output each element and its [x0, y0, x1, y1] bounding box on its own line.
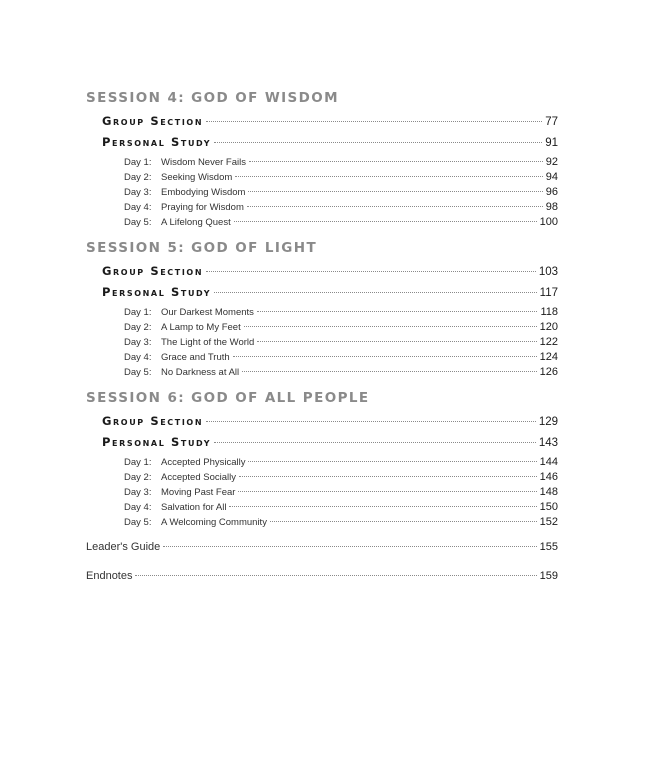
- dot-leader: [206, 121, 542, 122]
- day-number: Day 3:: [124, 487, 152, 498]
- session-6: [86, 388, 558, 530]
- day-title: A Lamp to My Feet: [161, 322, 241, 333]
- day-number: Day 1:: [124, 157, 152, 168]
- dot-leader: [239, 476, 537, 477]
- toc-entry-day[interactable]: [86, 335, 558, 350]
- page-number: 150: [539, 501, 558, 513]
- page-number: 124: [539, 351, 558, 363]
- page-number: 120: [539, 321, 558, 333]
- day-title: Embodying Wisdom: [161, 187, 246, 198]
- toc-entry-day[interactable]: [86, 455, 558, 470]
- day-title: Moving Past Fear: [161, 487, 236, 498]
- day-number: Day 5:: [124, 217, 152, 228]
- dot-leader: [249, 161, 543, 162]
- dot-leader: [257, 311, 538, 312]
- toc-entry-day[interactable]: [86, 185, 558, 200]
- toc-entry-day[interactable]: [86, 365, 558, 380]
- page-number: 117: [539, 287, 558, 299]
- dot-leader: [229, 506, 536, 507]
- day-title: A Lifelong Quest: [161, 217, 231, 228]
- page-number: 96: [545, 186, 558, 198]
- day-title: Wisdom Never Fails: [161, 157, 246, 168]
- day-title: Grace and Truth: [161, 352, 230, 363]
- session-title: SESSION 6: GOD OF ALL PEOPLE: [86, 390, 370, 406]
- day-title: A Welcoming Community: [161, 517, 267, 528]
- page-number: 92: [545, 156, 558, 168]
- toc-entry-personal-study[interactable]: [86, 432, 558, 453]
- day-number: Day 2:: [124, 322, 152, 333]
- toc-entry-group-section[interactable]: [86, 411, 558, 432]
- entry-label: Personal Study: [102, 435, 212, 449]
- table-of-contents: [86, 88, 558, 585]
- dot-leader: [247, 206, 543, 207]
- day-number: Day 2:: [124, 472, 152, 483]
- day-number: Day 2:: [124, 172, 152, 183]
- page-number: 148: [539, 486, 558, 498]
- dot-leader: [214, 442, 536, 443]
- dot-leader: [214, 292, 537, 293]
- day-list: [86, 155, 558, 230]
- day-number: Day 1:: [124, 307, 152, 318]
- day-title: Accepted Physically: [161, 457, 246, 468]
- day-list: [86, 305, 558, 380]
- dot-leader: [244, 326, 537, 327]
- page-number: 77: [545, 116, 558, 128]
- page-number: 94: [545, 171, 558, 183]
- day-title: The Light of the World: [161, 337, 255, 348]
- session-title: SESSION 5: GOD OF LIGHT: [86, 240, 318, 256]
- dot-leader: [242, 371, 536, 372]
- day-title: Seeking Wisdom: [161, 172, 233, 183]
- dot-leader: [235, 176, 542, 177]
- dot-leader: [257, 341, 536, 342]
- dot-leader: [238, 491, 536, 492]
- page-number: 129: [538, 416, 558, 428]
- toc-entry-personal-study[interactable]: [86, 132, 558, 153]
- toc-entry-day[interactable]: [86, 500, 558, 515]
- page-number: 159: [539, 570, 558, 582]
- dot-leader: [234, 221, 537, 222]
- page-number: 144: [539, 456, 558, 468]
- page-number: 91: [545, 137, 558, 149]
- dot-leader: [214, 142, 542, 143]
- dot-leader: [206, 421, 536, 422]
- page-number: 122: [539, 336, 558, 348]
- day-number: Day 3:: [124, 187, 152, 198]
- entry-label: Leader's Guide: [86, 541, 161, 553]
- entry-label: Group Section: [102, 264, 204, 278]
- day-title: Salvation for All: [161, 502, 227, 513]
- entry-label: Group Section: [102, 114, 204, 128]
- toc-entry-day[interactable]: [86, 155, 558, 170]
- page-number: 126: [539, 366, 558, 378]
- toc-entry-leaders-guide[interactable]: [86, 538, 558, 556]
- toc-entry-day[interactable]: [86, 170, 558, 185]
- entry-label: Personal Study: [102, 285, 212, 299]
- dot-leader: [163, 546, 536, 547]
- session-title: SESSION 4: GOD OF WISDOM: [86, 90, 339, 106]
- day-title: Accepted Socially: [161, 472, 236, 483]
- session-4: [86, 88, 558, 230]
- day-number: Day 3:: [124, 337, 152, 348]
- session-5: [86, 238, 558, 380]
- page-number: 100: [539, 216, 558, 228]
- day-number: Day 4:: [124, 502, 152, 513]
- dot-leader: [270, 521, 537, 522]
- toc-entry-day[interactable]: [86, 485, 558, 500]
- dot-leader: [248, 191, 542, 192]
- toc-entry-day[interactable]: [86, 320, 558, 335]
- page-number: 152: [539, 516, 558, 528]
- day-title: No Darkness at All: [161, 367, 240, 378]
- day-list: [86, 455, 558, 530]
- day-number: Day 5:: [124, 517, 152, 528]
- entry-label: Personal Study: [102, 135, 212, 149]
- day-number: Day 4:: [124, 202, 152, 213]
- page-number: 146: [539, 471, 558, 483]
- toc-entry-day[interactable]: [86, 200, 558, 215]
- day-title: Praying for Wisdom: [161, 202, 244, 213]
- toc-entry-day[interactable]: [86, 350, 558, 365]
- day-number: Day 5:: [124, 367, 152, 378]
- toc-entry-day[interactable]: [86, 215, 558, 230]
- page-number: 98: [545, 201, 558, 213]
- page-number: 143: [538, 437, 558, 449]
- dot-leader: [233, 356, 537, 357]
- page-number: 118: [540, 306, 558, 318]
- dot-leader: [248, 461, 536, 462]
- day-number: Day 4:: [124, 352, 152, 363]
- toc-entry-day[interactable]: [86, 470, 558, 485]
- toc-entry-group-section[interactable]: [86, 111, 558, 132]
- toc-entry-endnotes[interactable]: [86, 567, 558, 585]
- dot-leader: [206, 271, 536, 272]
- day-title: Our Darkest Moments: [161, 307, 254, 318]
- toc-entry-group-section[interactable]: [86, 261, 558, 282]
- toc-entry-day[interactable]: [86, 305, 558, 320]
- entry-label: Group Section: [102, 414, 204, 428]
- entry-label: Endnotes: [86, 570, 133, 582]
- toc-entry-day[interactable]: [86, 515, 558, 530]
- page-number: 103: [538, 266, 558, 278]
- page-number: 155: [539, 541, 558, 553]
- toc-entry-personal-study[interactable]: [86, 282, 558, 303]
- day-number: Day 1:: [124, 457, 152, 468]
- dot-leader: [135, 575, 536, 576]
